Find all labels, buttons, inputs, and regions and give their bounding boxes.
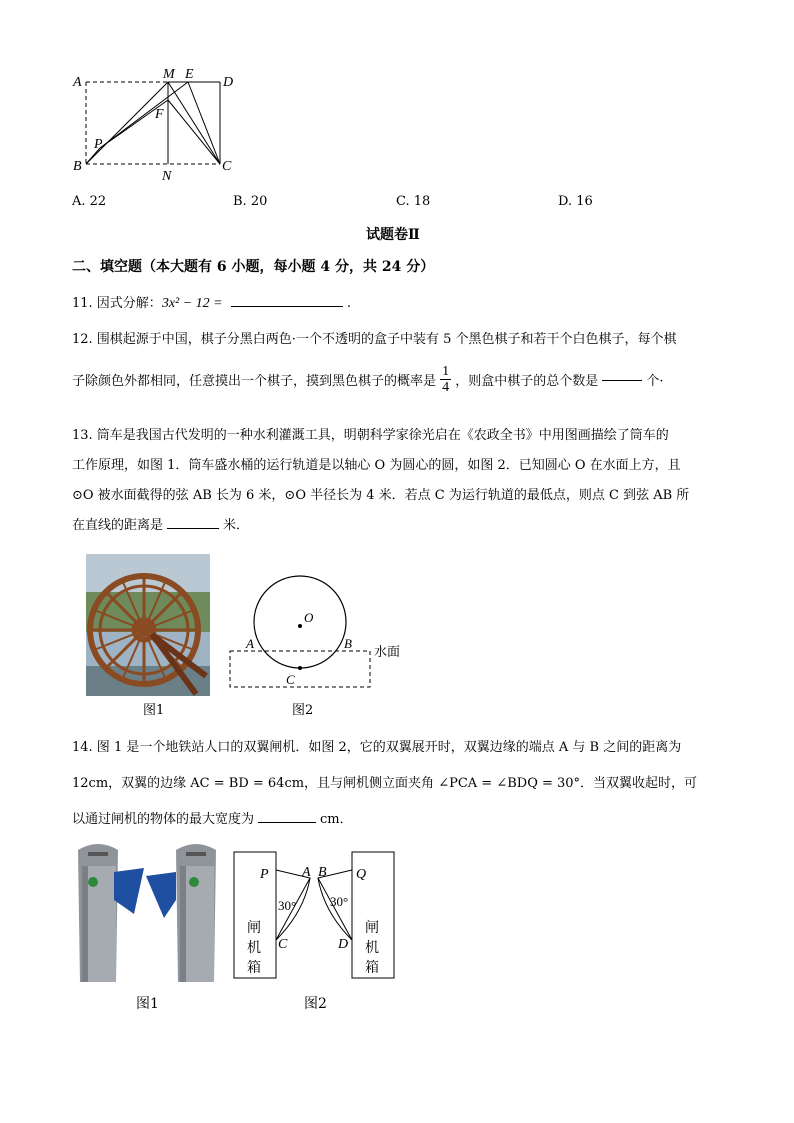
right-box-char-3: 箱 (365, 960, 379, 976)
q14-fig2-caption: 图2 (304, 996, 327, 1012)
q14-gate-schematic (228, 848, 400, 982)
q12-answer-blank[interactable] (602, 379, 642, 381)
waterwheel-photo (86, 554, 210, 696)
label-Q: Q (356, 867, 367, 882)
q13-line4-b: 米． (223, 518, 250, 533)
q14-line2: 12cm，双翼的边缘 AC = BD = 64cm，且与闸机侧立面夹角 ∠PCA = ∠BDQ = 30°．当双翼收起时，可 (72, 776, 698, 791)
option-d[interactable]: D. 16 (558, 194, 593, 209)
q12-line2-a: 子除颜色外都相同，任意摸出一个棋子，摸到黑色棋子的概率是 (72, 374, 437, 389)
q13-line4 (72, 514, 249, 533)
q13-line4-a: 在直线的距离是 (72, 518, 164, 533)
q12-fraction-numerator: 1 (442, 364, 450, 379)
q11-expression: 3x² − 12 = (161, 296, 223, 311)
left-box-char-2: 机 (247, 940, 261, 956)
paper-section-title: 试题卷Ⅱ (366, 227, 420, 243)
label-D: D (223, 75, 234, 90)
right-box-char-2: 机 (365, 940, 379, 956)
q13-line3: ⊙O 被水面截得的弦 AB 长为 6 米，⊙O 半径长为 4 米．若点 C 为运行轨道的最低点，则点 C 到弦 AB 所 (72, 488, 690, 503)
option-c[interactable]: C. 18 (396, 194, 431, 209)
label-F: F (155, 107, 164, 122)
label-C: C (286, 672, 295, 687)
q13-line1: 13. 筒车是我国古代发明的一种水利灌溉工具，明朝科学家徐光启在《农政全书》中用图画描绘了筒车的 (72, 428, 669, 443)
label-C: C (222, 159, 232, 174)
q13-fig1-caption: 图1 (143, 703, 165, 718)
q12-line2-b: ，则盒中棋子的总个数是 (455, 374, 599, 389)
q14-line3 (72, 808, 353, 827)
q14-line3-b: cm． (320, 812, 353, 827)
q13-line2: 工作原理，如图 1．筒车盛水桶的运行轨道是以轴心 O 为圆心的圆，如图 2．已知圆心 O 在水面上方，且 (72, 458, 681, 473)
q12-fraction-denominator: 4 (442, 380, 450, 395)
q11-prefix: 11. 因式分解： (72, 296, 162, 311)
q11-answer-blank[interactable] (231, 305, 343, 307)
q14-line1: 14. 图 1 是一个地铁站人口的双翼闸机．如图 2，它的双翼展开时，双翼边缘的端点 A 与 B 之间的距离为 (72, 740, 682, 755)
q13-answer-blank[interactable] (167, 527, 219, 529)
label-D: D (338, 937, 349, 952)
turnstile-left (78, 844, 118, 982)
turnstile-right (176, 844, 216, 982)
q12-line2 (72, 364, 663, 395)
label-A: A (73, 75, 82, 90)
q13-fig2-caption: 图2 (292, 703, 314, 718)
angle-label-left: 30° (278, 898, 297, 913)
q14-line3-a: 以通过闸机的物体的最大宽度为 (72, 812, 255, 827)
part2-heading: 二、填空题（本大题有 6 小题，每小题 4 分，共 24 分） (72, 259, 435, 275)
q14-fig1-caption: 图1 (136, 996, 159, 1012)
wing-right (146, 872, 176, 918)
water-surface-label: 水面 (374, 645, 401, 660)
angle-label-right: 30° (330, 894, 349, 909)
left-box-char-1: 闸 (247, 920, 261, 936)
q12-probability-fraction (440, 364, 451, 395)
q10-geometry-figure (68, 62, 248, 184)
wing-left (114, 868, 144, 914)
label-P: P (260, 867, 269, 882)
label-B: B (318, 865, 327, 880)
q12-line1: 12. 围棋起源于中国，棋子分黑白两色·一个不透明的盒子中装有 5 个黑色棋子和若干个白色棋子，每个棋 (72, 332, 677, 347)
label-B: B (73, 159, 82, 174)
q14-answer-blank[interactable] (258, 821, 316, 823)
label-A: A (302, 865, 311, 880)
label-M: M (163, 67, 175, 82)
label-O: O (304, 610, 314, 625)
q13-circle-figure (226, 570, 416, 692)
q11-suffix: . (346, 296, 352, 311)
option-a[interactable]: A. 22 (72, 194, 107, 209)
label-C: C (278, 937, 288, 952)
label-E: E (185, 67, 194, 82)
label-A: A (246, 636, 254, 651)
label-P: P (94, 137, 103, 152)
turnstile-photo (70, 836, 220, 988)
right-box-char-1: 闸 (365, 920, 379, 936)
option-b[interactable]: B. 20 (233, 194, 268, 209)
q11 (72, 292, 351, 312)
q12-line2-c: 个· (646, 374, 664, 389)
label-N: N (162, 169, 172, 184)
left-box-char-3: 箱 (247, 960, 261, 976)
label-B: B (344, 636, 352, 651)
waterwheel-wheel (90, 576, 198, 684)
